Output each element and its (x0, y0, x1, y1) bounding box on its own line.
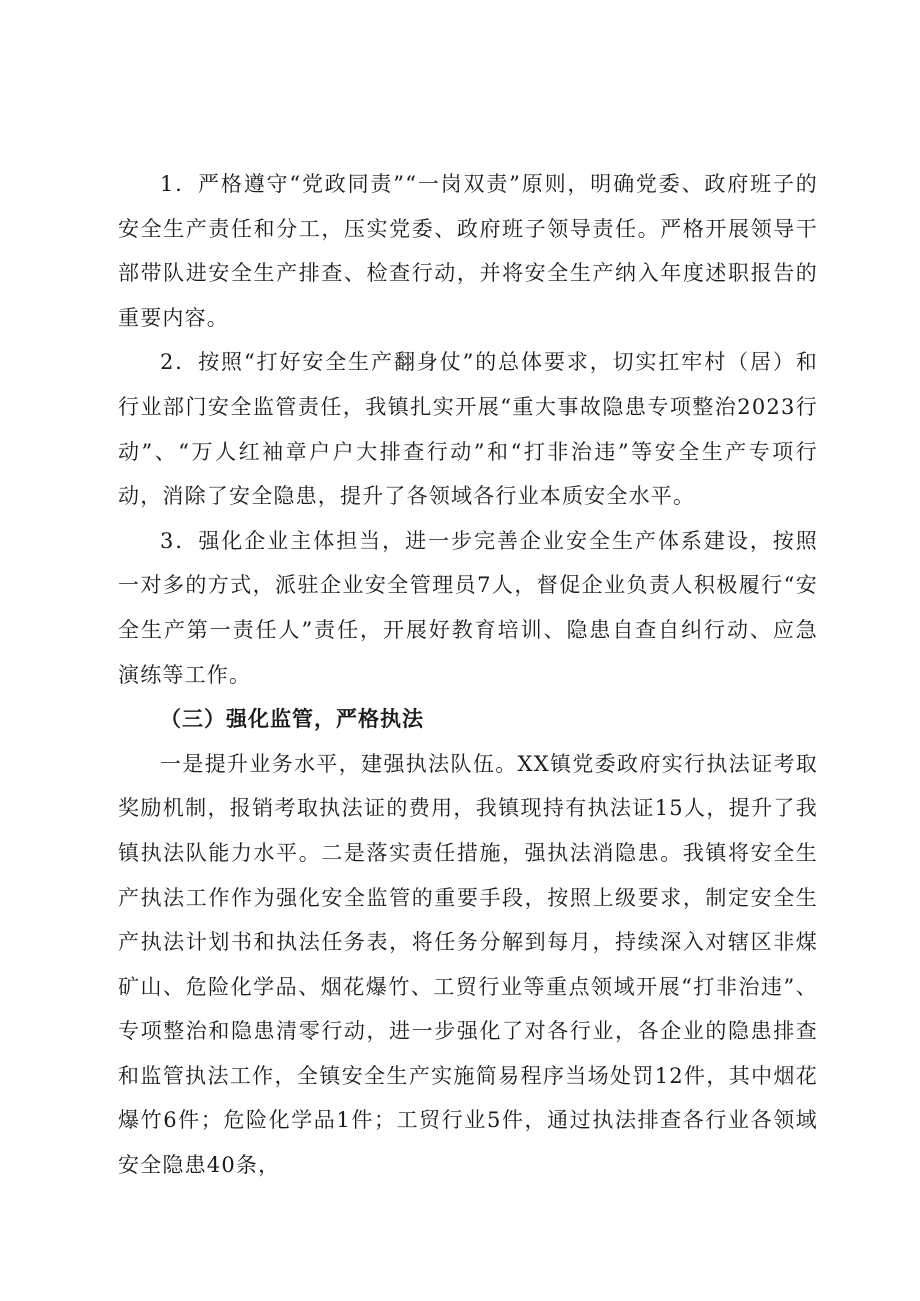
section-paragraph: 一是提升业务水平，建强执法队伍。XX镇党委政府实行执法证考取奖励机制，报销考取执法证的费用，我镇现持有执法证15人，提升了我镇执法队能力水平。二是落实责任措施，强执法消隐患。我镇将安全生产执法工作作为强化安全监管的重要手段，按照上级要求，制定安全生产执法计划书和执法任务表，将任务分解到每月，持续深入对辖区非煤矿山、危险化学品、烟花爆竹、工贸行业等重点领域开展“打非治违”、专项整治和隐患清零行动，进一步强化了对各行业，各企业的隐患排查和监管执法工作，全镇安全生产实施简易程序当场处罚12件，其中烟花爆竹6件；危险化学品1件；工贸行业5件，通过执法排查各行业各领域安全隐患40条， (118, 751, 818, 1178)
paragraph-item-2: 2．按照“打好安全生产翻身仗”的总体要求，切实扛牢村（居）和行业部门安全监管责任，我镇扎实开展“重大事故隐患专项整治2023行动”、“万人红袖章户户大排查行动”和“打非治违”等安全生产专项行动，消除了安全隐患，提升了各领域各行业本质安全水平。 (118, 350, 818, 509)
paragraph-item-1: 1．严格遵守“党政同责”“一岗双责”原则，明确党委、政府班子的安全生产责任和分工，压实党委、政府班子领导责任。严格开展领导干部带队进安全生产排查、检查行动，并将安全生产纳入年度述职报告的重要内容。 (118, 172, 818, 330)
section-heading: （三）强化监管，严格执法 (160, 707, 424, 732)
paragraph-item-3: 3．强化企业主体担当，进一步完善企业安全生产体系建设，按照一对多的方式，派驻企业安全管理员7人，督促企业负责人积极履行“安全生产第一责任人”责任，开展好教育培训、隐患自查自纠行动、应急演练等工作。 (118, 528, 818, 687)
document-body (118, 162, 818, 1188)
